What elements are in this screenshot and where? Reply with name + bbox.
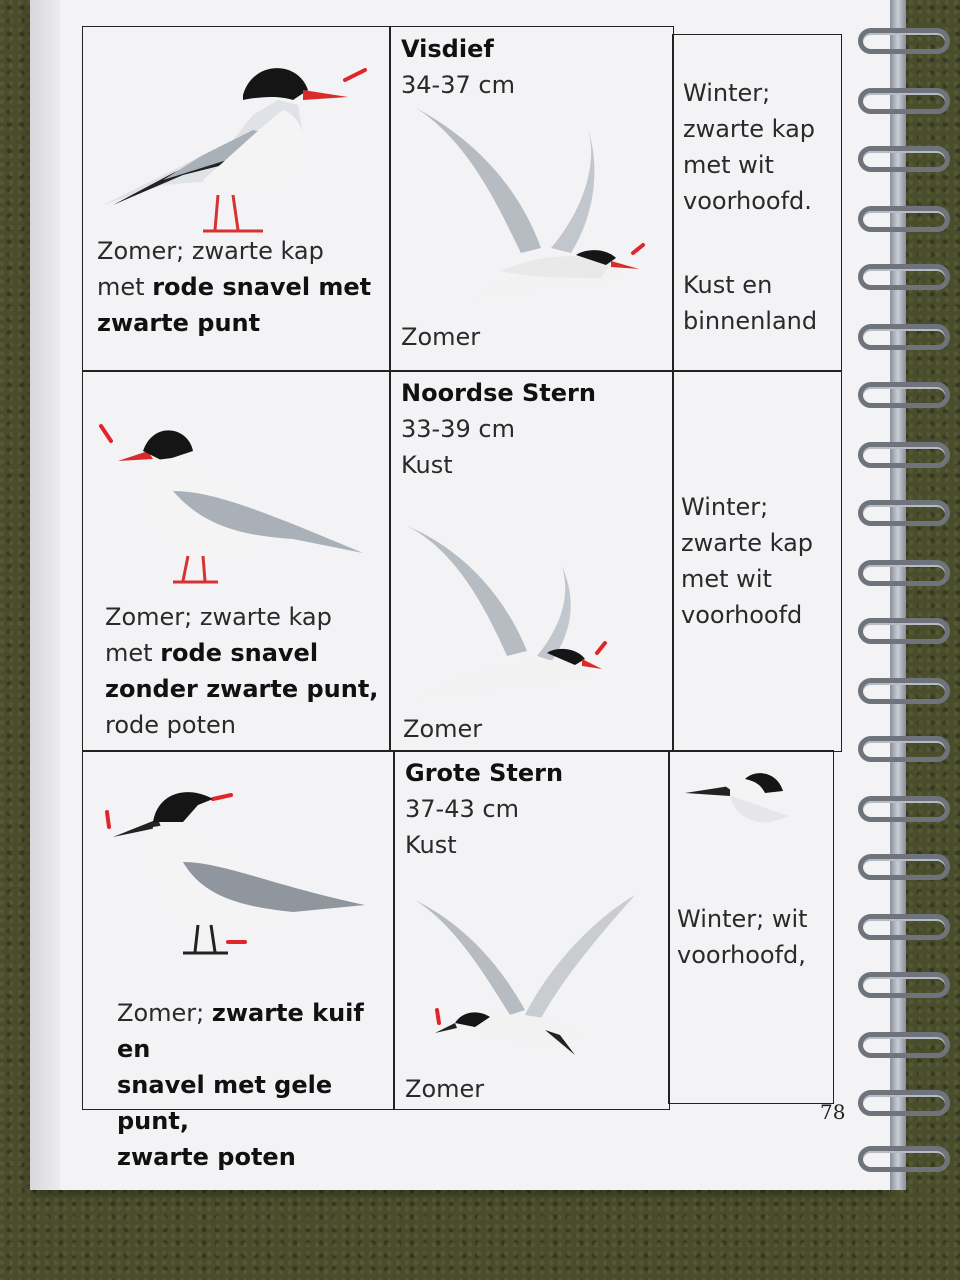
row2-caption-line3: zonder zwarte punt, — [105, 675, 379, 703]
row3-caption-line2: snavel met gele punt, — [117, 1071, 333, 1135]
row3-winter-cell — [668, 750, 834, 1104]
row2-habitat-inline: Kust — [401, 451, 453, 479]
flying-tern-illustration — [407, 521, 627, 701]
row2-winter-line2: zwarte kap — [681, 529, 814, 557]
flying-tern-illustration — [415, 895, 635, 1075]
row2-caption-line2b: rode snavel — [160, 639, 319, 667]
red-marker-line — [633, 245, 643, 253]
row2-species-name: Noordse Stern — [401, 379, 596, 407]
row3-flight-cell — [394, 750, 670, 1110]
row1-flight-caption: Zomer — [401, 323, 481, 351]
row1-habitat-line2: binnenland — [683, 307, 818, 335]
red-marker-line — [101, 426, 111, 441]
row3-flight-caption: Zomer — [405, 1075, 485, 1103]
row2-caption-line4: rode poten — [105, 711, 236, 739]
row3-winter-line1: Winter; wit — [677, 905, 808, 933]
row2-flight-cell — [390, 370, 674, 752]
row1-winter-line4: voorhoofd. — [683, 187, 812, 215]
row3-caption-line1b: zwarte kuif en — [117, 999, 364, 1063]
row2-caption-line1: Zomer; zwarte kap — [105, 603, 332, 631]
spiral-binding-spine — [890, 0, 906, 1190]
row3-winter-line2: voorhoofd, — [677, 941, 806, 969]
row1-caption-line2a: met — [97, 273, 153, 301]
red-marker-line — [107, 812, 109, 827]
row3-habitat-inline: Kust — [405, 831, 457, 859]
row1-habitat-line1: Kust en — [683, 271, 773, 299]
row1-standing-cell — [82, 26, 390, 372]
standing-tern-illustration — [93, 421, 373, 601]
guide-page — [30, 0, 890, 1190]
row3-caption-line1a: Zomer; — [117, 999, 212, 1027]
row2-winter-line4: voorhoofd — [681, 601, 803, 629]
row3-size: 37-43 cm — [405, 795, 519, 823]
row3-species-name: Grote Stern — [405, 759, 564, 787]
row2-standing-cell — [82, 370, 390, 752]
row1-caption-line1: Zomer; zwarte kap — [97, 237, 324, 265]
row3-standing-cell — [82, 750, 394, 1171]
red-marker-line — [597, 643, 605, 653]
standing-tern-illustration — [103, 55, 363, 255]
row2-caption-line2a: met — [105, 639, 161, 667]
row1-winter-line1: Winter; — [683, 79, 771, 107]
red-marker-line — [213, 795, 231, 799]
standing-tern-illustration — [103, 787, 383, 967]
tern-head-illustration — [685, 771, 795, 831]
row2-flight-caption: Zomer — [403, 715, 483, 743]
row3-caption-line3: zwarte poten — [117, 1143, 296, 1171]
row1-species-name: Visdief — [401, 35, 494, 63]
row1-winter-cell — [672, 34, 842, 372]
row1-winter-line3: met wit — [683, 151, 774, 179]
row2-winter-cell — [672, 370, 842, 752]
row2-size: 33-39 cm — [401, 415, 515, 443]
row2-winter-line1: Winter; — [681, 493, 769, 521]
row1-size: 34-37 cm — [401, 71, 515, 99]
page-number: 78 — [820, 1100, 846, 1124]
row2-winter-line3: met wit — [681, 565, 772, 593]
row1-caption-line2b: rode snavel met — [152, 273, 372, 301]
red-marker-line — [437, 1010, 439, 1023]
page-edge-shadow — [30, 0, 60, 1190]
red-marker-line — [345, 70, 365, 80]
row1-flight-cell — [390, 26, 674, 372]
row1-winter-line2: zwarte kap — [683, 115, 816, 143]
row1-caption-line3: zwarte punt — [97, 309, 261, 337]
flying-tern-illustration — [411, 103, 651, 303]
